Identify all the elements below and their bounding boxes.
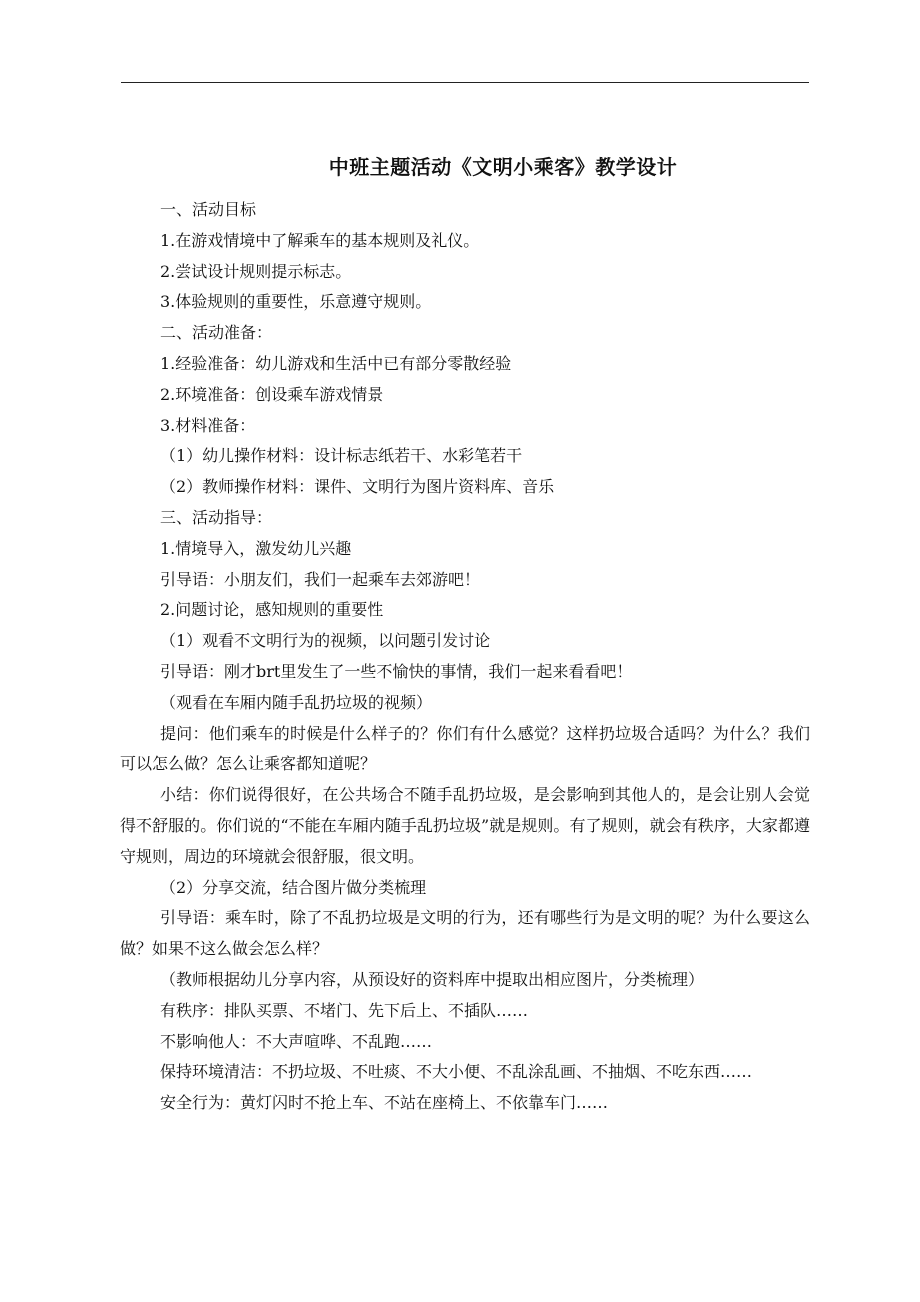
- paragraph: 引导语：乘车时，除了不乱扔垃圾是文明的行为，还有哪些行为是文明的呢？为什么要这么做？如果不这么做会怎么样？: [120, 908, 810, 959]
- paragraph: 安全行为：黄灯闪时不抢上车、不站在座椅上、不依靠车门……: [160, 1093, 609, 1113]
- paragraph: 2.尝试设计规则提示标志。: [160, 261, 352, 281]
- document-body: [120, 195, 810, 1119]
- section-heading: 三、活动指导：: [160, 507, 273, 527]
- paragraph: （观看在车厢内随手乱扔垃圾的视频）: [160, 692, 433, 712]
- paragraph: 保持环境清洁：不扔垃圾、不吐痰、不大小便、不乱涂乱画、不抽烟、不吃东西……: [160, 1062, 753, 1082]
- header-rule: [121, 82, 809, 83]
- document-title: 中班主题活动《文明小乘客》教学设计: [328, 155, 678, 179]
- paragraph: （1）幼儿操作材料：设计标志纸若干、水彩笔若干: [160, 446, 523, 466]
- paragraph: 1.在游戏情境中了解乘车的基本规则及礼仪。: [160, 230, 480, 250]
- paragraph: （2）教师操作材料：课件、文明行为图片资料库、音乐: [160, 477, 555, 497]
- paragraph: （2）分享交流，结合图片做分类梳理: [160, 877, 427, 897]
- section-heading: 一、活动目标: [160, 200, 257, 219]
- paragraph: 1.情境导入，激发幼儿兴趣: [160, 538, 352, 558]
- paragraph: 2.环境准备：创设乘车游戏情景: [160, 384, 384, 404]
- paragraph: 2.问题讨论，感知规则的重要性: [160, 600, 384, 620]
- paragraph: 3.材料准备：: [160, 415, 256, 435]
- paragraph: 1.经验准备：幼儿游戏和生活中已有部分零散经验: [160, 353, 512, 373]
- paragraph: 引导语：小朋友们，我们一起乘车去郊游吧！: [160, 569, 481, 589]
- paragraph: 不影响他人：不大声喧哗、不乱跑……: [160, 1031, 433, 1051]
- paragraph: （1）观看不文明行为的视频，以问题引发讨论: [160, 631, 491, 651]
- paragraph: （教师根据幼儿分享内容，从预设好的资料库中提取出相应图片，分类梳理）: [160, 969, 705, 989]
- paragraph: 小结：你们说得很好，在公共场合不随手乱扔垃圾，是会影响到其他人的，是会让别人会觉得不舒服的。你们说的“不能在车厢内随手乱扔垃圾”就是规则。有了规则，就会有秩序，大家都遵守规则，周边的环境就会很舒服，很文明。: [120, 785, 810, 866]
- paragraph: 提问：他们乘车的时候是什么样子的？你们有什么感觉？这样扔垃圾合适吗？为什么？我们可以怎么做？怎么让乘客都知道呢？: [120, 723, 810, 774]
- section-heading: 二、活动准备：: [160, 323, 273, 343]
- paragraph: 3.体验规则的重要性，乐意遵守规则。: [160, 292, 432, 312]
- paragraph: 有秩序：排队买票、不堵门、先下后上、不插队……: [160, 1000, 529, 1020]
- paragraph: 引导语：刚才brt里发生了一些不愉快的事情，我们一起来看看吧！: [160, 661, 633, 681]
